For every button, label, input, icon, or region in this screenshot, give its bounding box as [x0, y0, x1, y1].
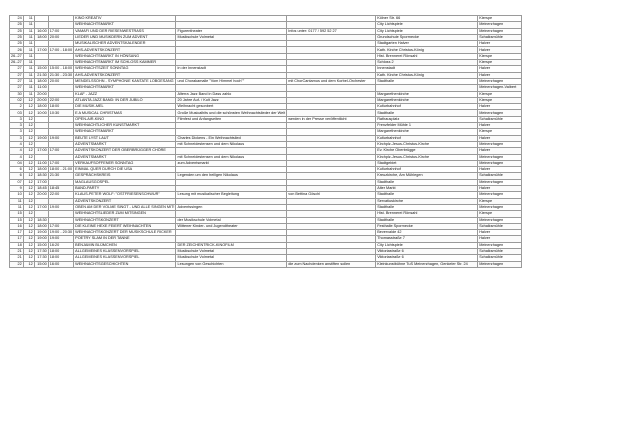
- town-cell[interactable]: Halver: [478, 135, 522, 141]
- event-title-cell[interactable]: LIEDER UND MUSIKDERN ZUM ADVENT: [74, 34, 176, 40]
- day-cell[interactable]: 21: [10, 248, 24, 254]
- description-cell[interactable]: mit Schneidestensen und dem Nikolaus: [176, 141, 287, 147]
- description-cell[interactable]: Figurentheater: [176, 28, 287, 34]
- day-cell[interactable]: 04: [10, 160, 24, 166]
- month-cell[interactable]: 12: [23, 211, 34, 217]
- month-cell[interactable]: 11: [23, 66, 34, 72]
- town-cell[interactable]: Meinerzhagen: [478, 22, 522, 28]
- start-time-cell[interactable]: 18:30: [34, 217, 48, 223]
- day-cell[interactable]: 07: [10, 179, 24, 185]
- day-cell[interactable]: 4: [10, 141, 24, 147]
- month-cell[interactable]: 11: [23, 34, 34, 40]
- venue-cell[interactable]: Stadthalle: [376, 204, 478, 210]
- venue-cell[interactable]: Hist. Brennerei Rönsahl: [376, 53, 478, 59]
- town-cell[interactable]: Halver: [478, 148, 522, 154]
- day-cell[interactable]: 24: [10, 16, 24, 22]
- time-cell[interactable]: 17:00: [48, 148, 73, 154]
- month-cell[interactable]: 12: [23, 141, 34, 147]
- event-title-cell[interactable]: WEIHNACHTSKONZERT: [74, 217, 176, 223]
- start-time-cell[interactable]: 17:00: [34, 47, 48, 53]
- event-title-cell[interactable]: ALLGEMEINES KLASSENVORSPIEL: [74, 248, 176, 254]
- month-cell[interactable]: 12: [23, 110, 34, 116]
- description-cell[interactable]: Musikschule Volmetal: [176, 34, 287, 40]
- day-cell[interactable]: 26: [10, 47, 24, 53]
- start-time-cell[interactable]: 10:00: [34, 110, 48, 116]
- time-cell[interactable]: 17:00: [48, 28, 73, 34]
- venue-cell[interactable]: Stadtgebiet: [376, 160, 478, 166]
- description-cell[interactable]: zum Adventsmarkt: [176, 160, 287, 166]
- town-cell[interactable]: Kierspe: [478, 91, 522, 97]
- time-cell[interactable]: 19:00: [48, 135, 73, 141]
- month-cell[interactable]: 11: [23, 47, 34, 53]
- day-cell[interactable]: 2: [10, 104, 24, 110]
- month-cell[interactable]: 12: [23, 198, 34, 204]
- town-cell[interactable]: Halver: [478, 230, 522, 236]
- venue-cell[interactable]: Kath. Kirche Christus-König: [376, 47, 478, 53]
- venue-cell[interactable]: Rathausplatz: [376, 116, 478, 122]
- town-cell[interactable]: Halver: [478, 186, 522, 192]
- info-cell[interactable]: Infos unter: 0177 / 592 52 27: [287, 28, 376, 34]
- venue-cell[interactable]: Stadthalle: [376, 110, 478, 116]
- month-cell[interactable]: 11: [23, 60, 34, 66]
- month-cell[interactable]: 11: [23, 78, 34, 84]
- time-cell[interactable]: 18:45: [48, 186, 73, 192]
- day-cell[interactable]: 15: [10, 217, 24, 223]
- venue-cell[interactable]: Frenzfelder Mühle 1: [376, 123, 478, 129]
- event-title-cell[interactable]: VERKAUFSOFFENER SONNTAG: [74, 160, 176, 166]
- event-title-cell[interactable]: MAGLAUSGOSPEL: [74, 179, 176, 185]
- day-cell[interactable]: 26.-27: [11, 53, 22, 58]
- start-time-cell[interactable]: 17:00: [34, 204, 48, 210]
- venue-cell[interactable]: Stadthalle: [376, 217, 478, 223]
- month-cell[interactable]: 12: [23, 236, 34, 242]
- day-cell[interactable]: 27: [10, 78, 24, 84]
- start-time-cell[interactable]: 17:30: [34, 255, 48, 261]
- description-cell[interactable]: Filmfest und Anfangseiten: [176, 116, 287, 122]
- description-cell[interactable]: Adventssingen: [176, 204, 287, 210]
- event-title-cell[interactable]: ADVENTSKONZERT: [74, 198, 176, 204]
- month-cell[interactable]: 12: [23, 154, 34, 160]
- month-cell[interactable]: 11: [23, 72, 34, 78]
- month-cell[interactable]: 12: [23, 261, 34, 267]
- town-cell[interactable]: Schalksmühle: [478, 248, 522, 254]
- event-title-cell[interactable]: E A MUSICAL CHRISTMAS: [74, 110, 176, 116]
- start-time-cell[interactable]: 18:00: [34, 167, 48, 173]
- town-cell[interactable]: Kierspe: [478, 60, 522, 66]
- day-cell[interactable]: 27: [10, 85, 24, 91]
- event-title-cell[interactable]: WEIHNACHTSMARKT IN HÖNSANG: [74, 53, 176, 59]
- month-cell[interactable]: 12: [23, 116, 34, 122]
- month-cell[interactable]: 11: [23, 28, 34, 34]
- start-time-cell[interactable]: 18:00: [34, 223, 48, 229]
- start-time-cell[interactable]: 20:00: [34, 192, 48, 198]
- town-cell[interactable]: Meinerzhagen: [478, 160, 522, 166]
- day-cell[interactable]: 3: [10, 116, 24, 122]
- day-cell[interactable]: 02: [10, 97, 24, 103]
- day-cell[interactable]: 27: [10, 66, 24, 72]
- time-cell[interactable]: 10:30: [48, 110, 73, 116]
- description-cell[interactable]: Lesung mit musikalischer Begleitung: [176, 192, 287, 198]
- event-title-cell[interactable]: MENDELSSOHN - SYMPHONIE KANTATE LOBGESANG: [74, 78, 176, 84]
- venue-cell[interactable]: City Lichtspiele: [376, 22, 478, 28]
- time-cell[interactable]: 16:00: [48, 261, 73, 267]
- town-cell[interactable]: Meinerzhagen: [478, 261, 522, 267]
- venue-cell[interactable]: Stadthalle: [376, 192, 478, 198]
- town-cell[interactable]: Meinerzhagen: [478, 154, 522, 160]
- event-title-cell[interactable]: POETRY SLAM IN DER TANNE: [74, 236, 176, 242]
- description-cell[interactable]: Charles Dickens - Ein Weihnachtslied: [176, 135, 287, 141]
- day-cell[interactable]: 9: [10, 186, 24, 192]
- event-title-cell[interactable]: BEUTE LYST LAUT: [74, 135, 176, 141]
- event-title-cell[interactable]: WEIHNACHTSGESCHICHTEN: [74, 261, 176, 267]
- town-cell[interactable]: Schalksmühle: [478, 173, 522, 179]
- time-cell[interactable]: 17:00: [48, 223, 73, 229]
- day-cell[interactable]: 27: [10, 72, 24, 78]
- events-table: [9, 15, 522, 268]
- town-cell[interactable]: Halver: [478, 104, 522, 110]
- time-cell[interactable]: 20:00: [48, 34, 73, 40]
- venue-cell[interactable]: Kreuzkirche, Am Mühlegen: [376, 173, 478, 179]
- start-time-cell[interactable]: 18:45: [34, 186, 48, 192]
- month-cell[interactable]: 12: [23, 167, 34, 173]
- month-cell[interactable]: 12: [23, 192, 34, 198]
- event-title-cell[interactable]: WEIHNACHTSZEIT SONNTAG: [74, 66, 176, 72]
- description-cell[interactable]: Lesungen von Geschichten: [176, 261, 287, 267]
- time-cell[interactable]: 21:30: [48, 173, 73, 179]
- venue-cell[interactable]: Margarethenkirche: [376, 91, 478, 97]
- town-cell[interactable]: Halver: [478, 66, 522, 72]
- month-cell[interactable]: 11: [23, 22, 34, 28]
- start-time-cell[interactable]: 11:00: [34, 85, 48, 91]
- venue-cell[interactable]: Kleinkunstbühne TuS Meinerzhagen, Genkeler Str. 24: [376, 261, 478, 267]
- town-cell[interactable]: Meinerzhagen: [478, 242, 522, 248]
- event-title-cell[interactable]: ALLGEMEINES KLASSENVORSPIEL: [74, 255, 176, 261]
- time-cell[interactable]: 16:20: [48, 242, 73, 248]
- event-title-cell[interactable]: VAMAFI UND DER RIESENWESTRASS: [74, 28, 176, 34]
- venue-cell[interactable]: Stadthalle: [376, 78, 478, 84]
- time-cell[interactable]: 18:00: [48, 248, 73, 254]
- event-title-cell[interactable]: WEIHNACHTLICHER KUNSTMARKT: [74, 123, 176, 129]
- description-cell[interactable]: der Musikschule Volmetal: [176, 217, 287, 223]
- start-time-cell[interactable]: 15:00: [34, 261, 48, 267]
- start-time-cell[interactable]: 17:30: [34, 248, 48, 254]
- description-cell[interactable]: Musikschule Volmetal: [176, 255, 287, 261]
- month-cell[interactable]: 12: [23, 173, 34, 179]
- description-cell[interactable]: mit Schneidestensen und dem Nikolaus: [176, 154, 287, 160]
- town-cell[interactable]: Halver: [478, 41, 522, 47]
- month-cell[interactable]: 12: [23, 123, 34, 129]
- venue-cell[interactable]: Kirchplz-Jesus-Christus-Kirche: [376, 141, 478, 147]
- venue-cell[interactable]: Innenstadt: [376, 66, 478, 72]
- event-title-cell[interactable]: DIE KLEINE HEXE FEIERT WEIHNACHTEN: [74, 223, 176, 229]
- town-cell[interactable]: Meinerzhagen: [478, 217, 522, 223]
- time-cell[interactable]: 15:00 - 18:00: [49, 66, 73, 71]
- day-cell[interactable]: 18: [10, 242, 24, 248]
- description-cell[interactable]: in der Innenstadt: [176, 66, 287, 72]
- town-cell[interactable]: Meinerzhagen: [478, 141, 522, 147]
- day-cell[interactable]: 17: [10, 236, 24, 242]
- town-cell[interactable]: Halver: [478, 236, 522, 242]
- month-cell[interactable]: 12: [23, 97, 34, 103]
- month-cell[interactable]: 12: [23, 230, 34, 236]
- event-title-cell[interactable]: EINMAL QUER DURCH DIE USA: [74, 167, 176, 173]
- start-time-cell[interactable]: 20:00: [34, 97, 48, 103]
- time-cell[interactable]: 17:00 - 18:00: [49, 47, 73, 52]
- description-cell[interactable]: Große Musicalhits und die schönsten Weihnachtslieder der Welt: [177, 110, 286, 115]
- info-cell[interactable]: von Bettina Göschl: [287, 192, 376, 198]
- town-cell[interactable]: Kierspe: [478, 129, 522, 135]
- month-cell[interactable]: 12: [23, 255, 34, 261]
- venue-cell[interactable]: Grundschule Spormecke: [376, 34, 478, 40]
- month-cell[interactable]: 12: [23, 242, 34, 248]
- table-row: [10, 261, 522, 267]
- day-cell[interactable]: 25: [10, 22, 24, 28]
- time-cell[interactable]: 17:00: [48, 160, 73, 166]
- event-title-cell[interactable]: OBEN AM DER VOLME SINGT - UND ALLE SINGEN MIT!: [75, 204, 175, 209]
- event-title-cell[interactable]: AHS-ADVENTSKONZERT: [74, 72, 176, 78]
- month-cell[interactable]: 12: [23, 129, 34, 135]
- venue-cell[interactable]: Ev. Kirche Oberbrügge: [376, 148, 478, 154]
- day-cell[interactable]: 3: [10, 129, 24, 135]
- month-cell[interactable]: 12: [23, 217, 34, 223]
- start-time-cell[interactable]: 18:30: [34, 173, 48, 179]
- event-title-cell[interactable]: KLAUS-PETER WOLF: "OSTFRIESENSCHWUR": [74, 192, 176, 198]
- town-cell[interactable]: Meinerzhagen: [478, 179, 522, 185]
- time-cell[interactable]: 19:00: [48, 204, 73, 210]
- event-title-cell[interactable]: ADVENTSMARKT: [74, 154, 176, 160]
- town-cell[interactable]: Kierspe: [478, 16, 522, 22]
- town-cell[interactable]: Schalksmühle: [478, 255, 522, 261]
- town-cell[interactable]: Kierspe: [478, 97, 522, 103]
- month-cell[interactable]: 11: [23, 91, 34, 97]
- town-cell[interactable]: Meinerzhagen-Valbert: [478, 85, 522, 91]
- month-cell[interactable]: 11: [23, 41, 34, 47]
- start-time-cell[interactable]: 19:00: [34, 236, 48, 242]
- town-cell[interactable]: Meinerzhagen: [478, 78, 522, 84]
- town-cell[interactable]: Schalksmühle: [478, 223, 522, 229]
- day-cell[interactable]: 16: [10, 223, 24, 229]
- start-time-cell[interactable]: 16:00: [34, 28, 48, 34]
- description-cell[interactable]: Alterra Jazz Band in Dass zahlo: [176, 91, 287, 97]
- town-cell[interactable]: Schalksmühle: [478, 34, 522, 40]
- start-time-cell[interactable]: 18:00: [34, 34, 48, 40]
- venue-cell[interactable]: Kulturbahnhof: [376, 135, 478, 141]
- month-cell[interactable]: 12: [23, 186, 34, 192]
- venue-cell[interactable]: Stadthalle: [376, 179, 478, 185]
- day-cell[interactable]: 3: [10, 135, 24, 141]
- venue-cell[interactable]: Kulturbahnhof: [376, 167, 478, 173]
- time-cell[interactable]: 22:00: [48, 192, 73, 198]
- venue-cell[interactable]: Servatiuskirche: [376, 198, 478, 204]
- time-cell[interactable]: 19:00: [48, 236, 73, 242]
- town-cell[interactable]: Kierspe: [478, 198, 522, 204]
- time-cell[interactable]: 22:00: [48, 97, 73, 103]
- start-time-cell[interactable]: 15:00: [34, 66, 48, 72]
- day-cell[interactable]: 6: [10, 173, 24, 179]
- venue-cell[interactable]: City Lichtspiele: [376, 242, 478, 248]
- venue-cell[interactable]: Bevervalde 42: [376, 230, 478, 236]
- day-cell[interactable]: 4: [10, 154, 24, 160]
- info-cell[interactable]: die zum Nachdenken anstiften sollen: [287, 261, 376, 267]
- month-cell[interactable]: 12: [23, 179, 34, 185]
- event-title-cell[interactable]: KLAF - JAZZ: [74, 91, 176, 97]
- venue-cell[interactable]: Margarethenkirche: [376, 97, 478, 103]
- info-cell[interactable]: mit ChorCantamus und dem Korbel-Orchester: [287, 78, 376, 84]
- event-title-cell[interactable]: WEIHNACHTSMARKT: [74, 129, 176, 135]
- start-time-cell[interactable]: 20:00: [34, 91, 48, 97]
- event-title-cell[interactable]: MUSIKALISCHER ADVENTSKALENDER: [74, 41, 176, 47]
- day-cell[interactable]: 30: [10, 91, 24, 97]
- town-cell[interactable]: Schalksmühle: [478, 116, 522, 122]
- day-cell[interactable]: 17: [10, 230, 24, 236]
- event-title-cell[interactable]: BAND-PARTY: [74, 186, 176, 192]
- time-cell[interactable]: 19:00 - 20:30: [49, 230, 73, 235]
- description-cell[interactable]: Legenden um den heiligen Nikolaus: [176, 173, 287, 179]
- venue-cell[interactable]: Kath. Kirche Christus-König: [376, 72, 478, 78]
- event-title-cell[interactable]: WEIHNACHTSMARKT: [74, 22, 176, 28]
- month-cell[interactable]: 12: [23, 104, 34, 110]
- start-time-cell[interactable]: 17:00: [34, 179, 48, 185]
- event-title-cell[interactable]: GESPRÄCHSKREIS: [74, 173, 176, 179]
- start-time-cell[interactable]: 17:00: [34, 148, 48, 154]
- time-cell[interactable]: 18:00: [48, 104, 73, 110]
- venue-cell[interactable]: City Lichtspiele: [376, 28, 478, 34]
- start-time-cell[interactable]: 15:00: [34, 242, 48, 248]
- event-title-cell[interactable]: DIE MUSIK-MEL: [74, 104, 176, 110]
- event-title-cell[interactable]: WEIHNACHTSLIEDER ZUM MITSINGEN: [74, 211, 176, 217]
- day-cell[interactable]: 10: [10, 192, 24, 198]
- time-cell[interactable]: 20:00: [48, 78, 73, 84]
- event-title-cell[interactable]: ADVENTSMARKT: [74, 141, 176, 147]
- venue-cell[interactable]: Kirchplz-Jesus-Christus-Kirche: [376, 154, 478, 160]
- venue-cell[interactable]: Stadtgarten Halver: [376, 41, 478, 47]
- town-cell[interactable]: Meinerzhagen: [478, 28, 522, 34]
- day-cell[interactable]: 6: [10, 167, 24, 173]
- town-cell[interactable]: Kierspe: [478, 211, 522, 217]
- town-cell[interactable]: Meinerzhagen: [478, 204, 522, 210]
- venue-cell[interactable]: Hist. Brennerei Rönsahl: [376, 211, 478, 217]
- time-cell[interactable]: 18:00 - 21:00: [49, 167, 73, 172]
- day-cell[interactable]: 25: [10, 28, 24, 34]
- start-time-cell[interactable]: 21:30: [34, 72, 48, 78]
- day-cell[interactable]: 03: [10, 110, 24, 116]
- description-cell[interactable]: DER ZEICHENTRICK-KINOFILM: [176, 242, 287, 248]
- venue-cell[interactable]: Thomasstraße 7: [376, 236, 478, 242]
- venue-cell[interactable]: Alter Markt: [376, 186, 478, 192]
- description-cell[interactable]: und Chorakamalie "Vom Himmel hoch"": [176, 78, 287, 84]
- venue-cell[interactable]: Schloss 2: [376, 60, 478, 66]
- month-cell[interactable]: 12: [23, 248, 34, 254]
- start-time-cell[interactable]: 19:00: [34, 135, 48, 141]
- venue-cell[interactable]: Margarethenkirche: [376, 129, 478, 135]
- month-cell[interactable]: 12: [23, 148, 34, 154]
- town-cell[interactable]: Kierspe: [478, 53, 522, 59]
- start-time-cell[interactable]: 18:00: [34, 104, 48, 110]
- description-cell[interactable]: Wittener Kinder- und Jugendtheater: [176, 223, 287, 229]
- month-cell[interactable]: 12: [23, 160, 34, 166]
- time-cell[interactable]: 21:30 - 23:30: [49, 72, 73, 77]
- venue-cell[interactable]: Kulturbahnhof: [376, 104, 478, 110]
- time-cell[interactable]: 18:00: [48, 255, 73, 261]
- day-cell[interactable]: 26.-27: [11, 60, 22, 65]
- town-cell[interactable]: Halver: [478, 72, 522, 78]
- description-cell[interactable]: Weihnacht gesonbert: [176, 104, 287, 110]
- month-cell[interactable]: 11: [23, 16, 34, 22]
- event-title-cell[interactable]: WEIHNACHTSKONZERT DER MUSIKSCHULE RICKER: [74, 230, 176, 236]
- venue-cell[interactable]: Viktoriastraße 6: [376, 255, 478, 261]
- venue-cell[interactable]: Festhalle Spormecke: [376, 223, 478, 229]
- month-cell[interactable]: 11: [23, 53, 34, 59]
- start-time-cell[interactable]: 11:00: [34, 160, 48, 166]
- start-time-cell[interactable]: 18:00: [34, 78, 48, 84]
- day-cell[interactable]: 25: [10, 41, 24, 47]
- town-cell[interactable]: Halver: [478, 167, 522, 173]
- day-cell[interactable]: 11: [10, 198, 24, 204]
- event-title-cell[interactable]: BENJAMIN BLÜMCHEN: [74, 242, 176, 248]
- start-time-cell[interactable]: 19:00: [34, 230, 48, 236]
- event-title-cell[interactable]: OPEN-AIR-KINO: [74, 116, 176, 122]
- day-cell[interactable]: 3: [10, 123, 24, 129]
- description-cell[interactable]: Musikschule Volmetal: [176, 248, 287, 254]
- day-cell[interactable]: 11: [10, 204, 24, 210]
- town-cell[interactable]: Halver: [478, 47, 522, 53]
- event-title-cell[interactable]: ADVENTSKONZERT DER OBERBRÜGGER CHÖRE: [74, 148, 176, 154]
- day-cell[interactable]: 4: [10, 148, 24, 154]
- description-cell[interactable]: 20 Jahre Auf- / Kult Jazz: [176, 97, 287, 103]
- day-cell[interactable]: 22: [10, 261, 24, 267]
- venue-cell[interactable]: Kölner Str. 66: [376, 16, 478, 22]
- town-cell[interactable]: Halver: [478, 123, 522, 129]
- event-title-cell[interactable]: WEIHNACHTSMARKT IM SCHLOSS KAMMER: [74, 60, 176, 66]
- day-cell[interactable]: 15: [10, 211, 24, 217]
- town-cell[interactable]: Meinerzhagen: [478, 110, 522, 116]
- month-cell[interactable]: 12: [23, 223, 34, 229]
- month-cell[interactable]: 11: [23, 85, 34, 91]
- month-cell[interactable]: 12: [23, 204, 34, 210]
- town-cell[interactable]: Meinerzhagen: [478, 192, 522, 198]
- event-title-cell[interactable]: KINO KREATIV: [74, 16, 176, 22]
- venue-cell[interactable]: Viktoriastraße 6: [376, 248, 478, 254]
- event-title-cell[interactable]: WEIHNACHTSMARKT: [74, 85, 176, 91]
- info-cell[interactable]: werden in der Presse veröffentlicht: [287, 116, 376, 122]
- event-title-cell[interactable]: ATLANTA JAZZ BAND: IN DER JUBILO: [74, 97, 176, 103]
- month-cell[interactable]: 12: [23, 135, 34, 141]
- event-title-cell[interactable]: AHS-ADVENTSKONZERT: [74, 47, 176, 53]
- day-cell[interactable]: 21: [10, 255, 24, 261]
- day-cell[interactable]: 25: [10, 34, 24, 40]
